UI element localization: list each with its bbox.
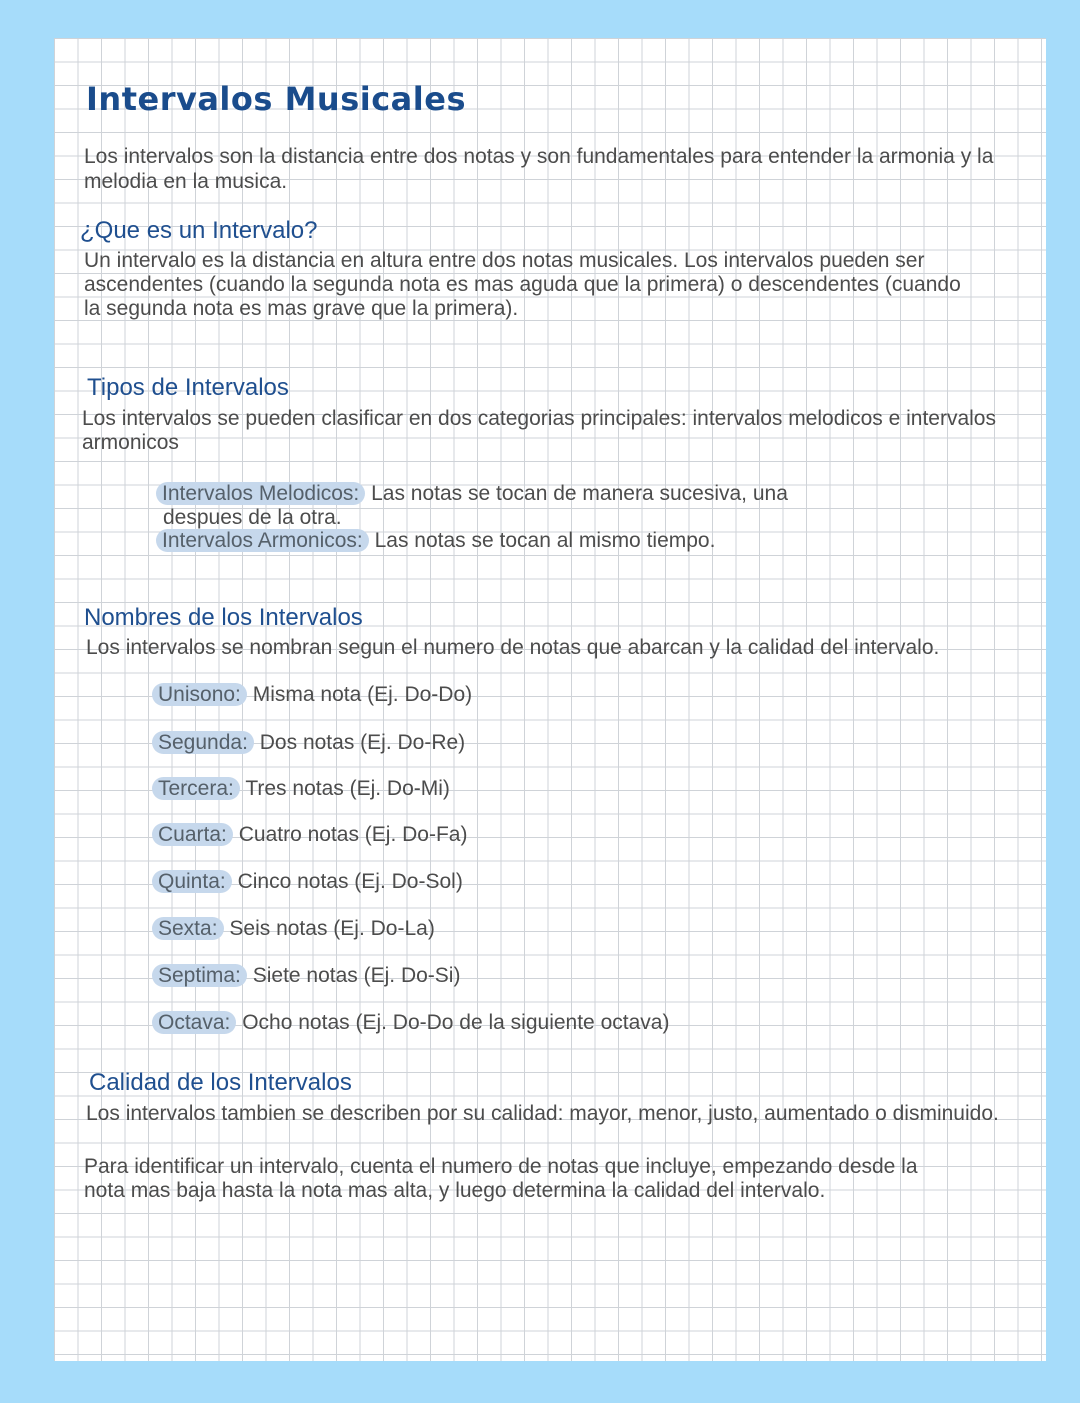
interval-text: Cuatro notas (Ej. Do-Fa): [238, 823, 468, 846]
intro-line-2: melodia en la musica.: [84, 170, 288, 193]
interval-text: Misma nota (Ej. Do-Do): [252, 683, 473, 706]
tipos-heading: Tipos de Intervalos: [87, 374, 289, 401]
interval-text: Cinco notas (Ej. Do-Sol): [237, 870, 463, 893]
melodicos-text-2: despues de la otra.: [163, 506, 342, 529]
que-es-line-2: ascendentes (cuando la segunda nota es mas aguda que la primera) o descendentes (cuando: [84, 273, 961, 296]
interval-text: Siete notas (Ej. Do-Si): [252, 964, 461, 987]
tipos-line-2: armonicos: [82, 431, 179, 454]
calidad-para2-line-1: Para identificar un intervalo, cuenta el numero de notas que incluye, empezando desde la: [84, 1155, 918, 1178]
interval-label: Septima:: [152, 964, 247, 987]
nombres-heading: Nombres de los Intervalos: [84, 604, 363, 631]
armonicos-item: [156, 527, 715, 555]
calidad-heading: Calidad de los Intervalos: [89, 1069, 352, 1096]
que-es-line-3: la segunda nota es mas grave que la primera).: [84, 297, 519, 320]
list-item: [152, 821, 467, 849]
interval-label: Cuarta:: [152, 823, 233, 846]
melodicos-item: [156, 480, 788, 508]
interval-text: Tres notas (Ej. Do-Mi): [245, 777, 450, 800]
armonicos-text: Las notas se tocan al mismo tiempo.: [374, 529, 716, 552]
que-es-heading: ¿Que es un Intervalo?: [80, 217, 318, 244]
armonicos-label: Intervalos Armonicos:: [156, 529, 369, 552]
list-item: [152, 915, 435, 943]
list-item: [152, 729, 465, 757]
page-title: Intervalos Musicales: [86, 80, 466, 118]
calidad-line-1: Los intervalos tambien se describen por su calidad: mayor, menor, justo, aumentado o disminuido.: [86, 1102, 999, 1125]
interval-label: Unisono:: [152, 683, 247, 706]
interval-text: Ocho notas (Ej. Do-Do de la siguiente octava): [242, 1011, 670, 1034]
list-item: [152, 775, 450, 803]
interval-label: Segunda:: [152, 731, 254, 754]
interval-label: Sexta:: [152, 917, 224, 940]
list-item: [152, 681, 472, 709]
interval-label: Tercera:: [152, 777, 240, 800]
melodicos-label: Intervalos Melodicos:: [156, 482, 365, 505]
list-item: [152, 1009, 669, 1037]
interval-text: Seis notas (Ej. Do-La): [229, 917, 435, 940]
list-item: [152, 962, 460, 990]
list-item: [152, 868, 463, 896]
interval-label: Quinta:: [152, 870, 232, 893]
nombres-line-1: Los intervalos se nombran segun el numero de notas que abarcan y la calidad del intervalo.: [86, 636, 940, 659]
tipos-line-1: Los intervalos se pueden clasificar en dos categorias principales: intervalos melodicos e intervalos: [82, 407, 996, 430]
interval-label: Octava:: [152, 1011, 236, 1034]
interval-text: Dos notas (Ej. Do-Re): [259, 731, 466, 754]
calidad-para2-line-2: nota mas baja hasta la nota mas alta, y luego determina la calidad del intervalo.: [84, 1179, 826, 1202]
que-es-line-1: Un intervalo es la distancia en altura entre dos notas musicales. Los intervalos pueden ser: [84, 249, 925, 272]
intro-line-1: Los intervalos son la distancia entre dos notas y son fundamentales para entender la armonia y la: [84, 145, 994, 168]
melodicos-text: Las notas se tocan de manera sucesiva, una: [371, 482, 788, 505]
